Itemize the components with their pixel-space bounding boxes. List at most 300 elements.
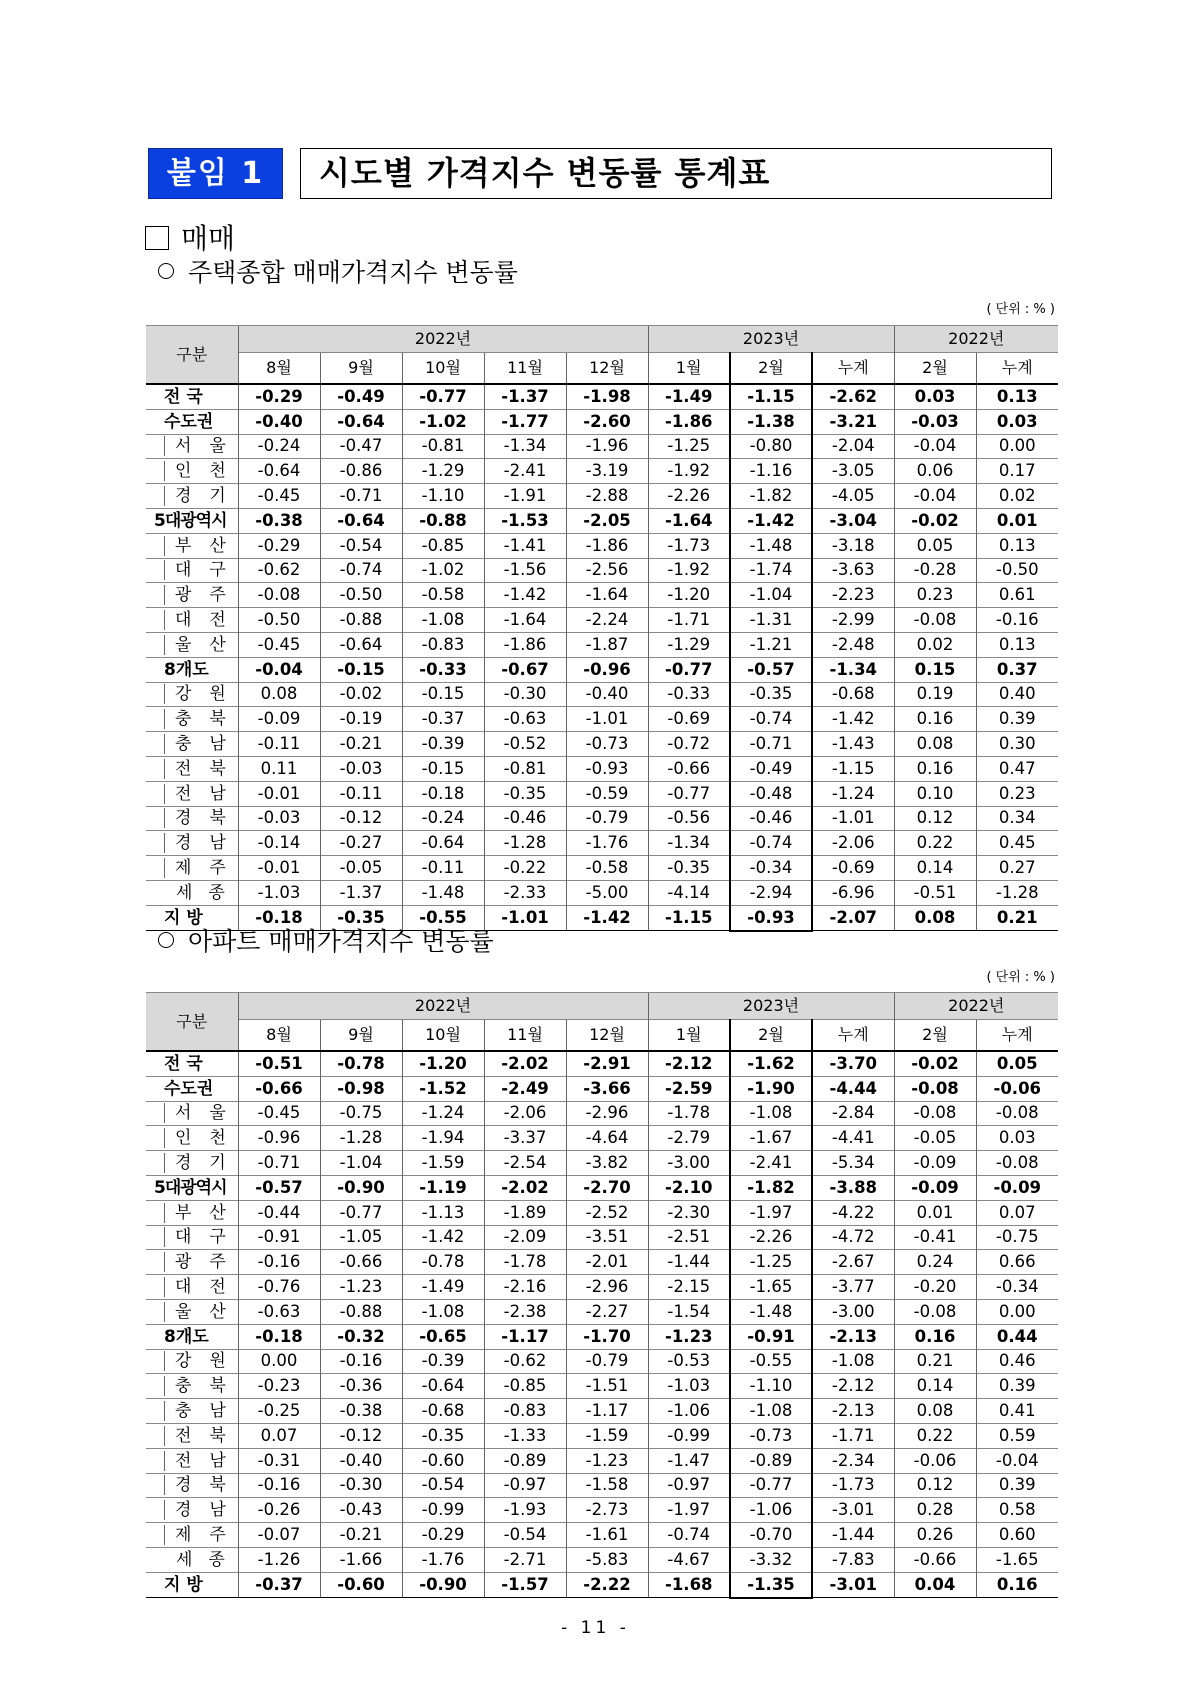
value-cell: -0.41 <box>894 1225 976 1250</box>
value-cell: 0.14 <box>894 856 976 881</box>
value-cell: -0.64 <box>402 1374 484 1399</box>
row-label <box>146 608 244 633</box>
value-cell: -1.66 <box>320 1547 402 1572</box>
header-month-cell: 11월 <box>484 353 566 385</box>
value-cell: -0.66 <box>648 756 730 781</box>
value-cell: 0.01 <box>976 508 1058 533</box>
value-cell: -1.08 <box>402 1299 484 1324</box>
table-row <box>146 1051 1058 1076</box>
value-cell: -0.35 <box>402 1423 484 1448</box>
value-cell: -1.65 <box>730 1275 812 1300</box>
value-cell: -0.62 <box>484 1349 566 1374</box>
value-cell: -0.50 <box>238 608 320 633</box>
value-cell: -0.21 <box>320 732 402 757</box>
value-cell: -2.84 <box>812 1101 894 1126</box>
row-label-text: 울산 <box>164 635 231 655</box>
value-cell: -1.04 <box>320 1151 402 1176</box>
value-cell: -1.03 <box>238 880 320 905</box>
value-cell: -3.32 <box>730 1547 812 1572</box>
value-cell: -0.04 <box>894 434 976 459</box>
value-cell: -2.41 <box>730 1151 812 1176</box>
value-cell: -0.06 <box>976 1076 1058 1101</box>
value-cell: -0.93 <box>566 756 648 781</box>
value-cell: -0.26 <box>238 1498 320 1523</box>
row-label-text: 전북 <box>164 1426 231 1446</box>
header-month-cell: 10월 <box>402 1020 484 1052</box>
value-cell: 0.08 <box>894 732 976 757</box>
table-row <box>146 1423 1058 1448</box>
value-cell: 0.12 <box>894 1473 976 1498</box>
table-row <box>146 657 1058 682</box>
value-cell: -0.74 <box>730 707 812 732</box>
value-cell: -1.13 <box>402 1200 484 1225</box>
value-cell: -1.42 <box>730 508 812 533</box>
value-cell: 0.30 <box>976 732 1058 757</box>
value-cell: -1.37 <box>320 880 402 905</box>
value-cell: -4.44 <box>812 1076 894 1101</box>
value-cell: -0.18 <box>238 905 320 930</box>
value-cell: -0.79 <box>566 1349 648 1374</box>
value-cell: -0.40 <box>238 409 320 434</box>
value-cell: 0.46 <box>976 1349 1058 1374</box>
value-cell: 0.40 <box>976 682 1058 707</box>
value-cell: -7.83 <box>812 1547 894 1572</box>
value-cell: 0.16 <box>894 756 976 781</box>
value-cell: -0.66 <box>238 1076 320 1101</box>
table-row <box>146 707 1058 732</box>
value-cell: -0.76 <box>238 1275 320 1300</box>
value-cell: -3.63 <box>812 558 894 583</box>
appendix-badge: 붙임 1 <box>148 148 283 199</box>
value-cell: -0.14 <box>238 831 320 856</box>
value-cell: -0.08 <box>894 1101 976 1126</box>
row-label <box>146 856 244 881</box>
value-cell: -2.22 <box>566 1572 648 1597</box>
value-cell: -1.77 <box>484 409 566 434</box>
value-cell: -0.08 <box>976 1151 1058 1176</box>
value-cell: -0.38 <box>238 508 320 533</box>
value-cell: 0.60 <box>976 1523 1058 1548</box>
value-cell: -4.41 <box>812 1126 894 1151</box>
row-label-text: 수도권 <box>164 1078 214 1099</box>
value-cell: 0.00 <box>976 434 1058 459</box>
value-cell: -1.71 <box>648 608 730 633</box>
row-label <box>146 781 244 806</box>
value-cell: -1.01 <box>566 707 648 732</box>
value-cell: -0.91 <box>238 1225 320 1250</box>
value-cell: -1.15 <box>812 756 894 781</box>
value-cell: 0.01 <box>894 1200 976 1225</box>
value-cell: -0.83 <box>402 632 484 657</box>
value-cell: -2.13 <box>812 1399 894 1424</box>
value-cell: -0.19 <box>320 707 402 732</box>
value-cell: 0.19 <box>894 682 976 707</box>
value-cell: -0.81 <box>402 434 484 459</box>
value-cell: -0.80 <box>730 434 812 459</box>
value-cell: -0.79 <box>566 806 648 831</box>
value-cell: -0.43 <box>320 1498 402 1523</box>
value-cell: -0.18 <box>238 1324 320 1349</box>
value-cell: -1.29 <box>402 459 484 484</box>
value-cell: 0.07 <box>238 1423 320 1448</box>
row-label-text: 지 방 <box>164 1574 203 1595</box>
row-label-text: 전 국 <box>164 386 203 407</box>
value-cell: -0.05 <box>894 1126 976 1151</box>
value-cell: -1.54 <box>648 1299 730 1324</box>
value-cell: -1.15 <box>648 905 730 930</box>
value-cell: -2.59 <box>648 1076 730 1101</box>
document-title-row <box>148 148 1052 199</box>
value-cell: -0.63 <box>238 1299 320 1324</box>
value-cell: -0.77 <box>730 1473 812 1498</box>
value-cell: -1.05 <box>320 1225 402 1250</box>
value-cell: -0.64 <box>320 508 402 533</box>
value-cell: -0.96 <box>238 1126 320 1151</box>
value-cell: -1.08 <box>730 1399 812 1424</box>
value-cell: -4.14 <box>648 880 730 905</box>
subsection-title: 아파트 매매가격지수 변동률 <box>188 927 494 956</box>
value-cell: -1.28 <box>484 831 566 856</box>
value-cell: 0.21 <box>976 905 1058 930</box>
value-cell: -3.18 <box>812 533 894 558</box>
header-month-cell: 누계 <box>812 353 894 385</box>
value-cell: -0.01 <box>238 781 320 806</box>
table-row <box>146 831 1058 856</box>
row-label <box>146 1151 244 1176</box>
header-month-cell: 1월 <box>648 353 730 385</box>
value-cell: -2.51 <box>648 1225 730 1250</box>
value-cell: 0.06 <box>894 459 976 484</box>
value-cell: -1.78 <box>648 1101 730 1126</box>
value-cell: -2.10 <box>648 1175 730 1200</box>
value-cell: -1.59 <box>566 1423 648 1448</box>
value-cell: -1.42 <box>484 583 566 608</box>
table-row <box>146 1225 1058 1250</box>
value-cell: -3.21 <box>812 409 894 434</box>
value-cell: -0.45 <box>238 632 320 657</box>
value-cell: -0.91 <box>730 1324 812 1349</box>
value-cell: -0.20 <box>894 1275 976 1300</box>
value-cell: -3.37 <box>484 1126 566 1151</box>
value-cell: 0.10 <box>894 781 976 806</box>
row-label <box>146 806 244 831</box>
value-cell: -1.23 <box>566 1448 648 1473</box>
header-month-cell: 8월 <box>238 353 320 385</box>
value-cell: -0.35 <box>648 856 730 881</box>
value-cell: -5.83 <box>566 1547 648 1572</box>
value-cell: -0.47 <box>320 434 402 459</box>
value-cell: -0.34 <box>976 1275 1058 1300</box>
value-cell: 0.00 <box>976 1299 1058 1324</box>
value-cell: -0.69 <box>812 856 894 881</box>
header-month-cell: 누계 <box>812 1020 894 1052</box>
value-cell: 0.66 <box>976 1250 1058 1275</box>
header-year-group: 2023년 <box>648 993 894 1020</box>
value-cell: -1.59 <box>402 1151 484 1176</box>
value-cell: -1.25 <box>730 1250 812 1275</box>
value-cell: 0.00 <box>238 1349 320 1374</box>
value-cell: 0.03 <box>976 409 1058 434</box>
value-cell: -2.04 <box>812 434 894 459</box>
value-cell: -2.96 <box>566 1275 648 1300</box>
value-cell: -1.38 <box>730 409 812 434</box>
value-cell: -1.19 <box>402 1175 484 1200</box>
header-month-cell: 9월 <box>320 353 402 385</box>
value-cell: -0.18 <box>402 781 484 806</box>
value-cell: -0.77 <box>402 384 484 409</box>
value-cell: -1.97 <box>730 1200 812 1225</box>
value-cell: 0.02 <box>976 484 1058 509</box>
value-cell: -1.51 <box>566 1374 648 1399</box>
table-row <box>146 508 1058 533</box>
header-month-cell: 1월 <box>648 1020 730 1052</box>
value-cell: -2.96 <box>566 1101 648 1126</box>
value-cell: -0.03 <box>320 756 402 781</box>
value-cell: -0.65 <box>402 1324 484 1349</box>
value-cell: -0.85 <box>402 533 484 558</box>
value-cell: -1.42 <box>812 707 894 732</box>
table-row <box>146 1126 1058 1151</box>
value-cell: -1.52 <box>402 1076 484 1101</box>
value-cell: -1.33 <box>484 1423 566 1448</box>
header-month-cell: 2월 <box>730 1020 812 1052</box>
value-cell: -2.54 <box>484 1151 566 1176</box>
table-row <box>146 1498 1058 1523</box>
row-label <box>146 1473 244 1498</box>
value-cell: -1.96 <box>566 434 648 459</box>
header-month-row <box>146 1020 1058 1052</box>
value-cell: -0.08 <box>894 1299 976 1324</box>
value-cell: -0.22 <box>484 856 566 881</box>
row-label <box>146 1250 244 1275</box>
row-label-text: 서울 <box>164 436 231 456</box>
value-cell: -2.41 <box>484 459 566 484</box>
table-row <box>146 409 1058 434</box>
value-cell: -1.48 <box>730 533 812 558</box>
value-cell: -0.55 <box>730 1349 812 1374</box>
value-cell: -0.11 <box>320 781 402 806</box>
value-cell: -0.12 <box>320 806 402 831</box>
value-cell: -1.24 <box>812 781 894 806</box>
row-label <box>146 1349 244 1374</box>
value-cell: 0.59 <box>976 1423 1058 1448</box>
table-row <box>146 434 1058 459</box>
value-cell: -2.79 <box>648 1126 730 1151</box>
value-cell: -0.25 <box>238 1399 320 1424</box>
value-cell: -0.09 <box>894 1175 976 1200</box>
value-cell: 0.17 <box>976 459 1058 484</box>
value-cell: -0.02 <box>894 1051 976 1076</box>
value-cell: 0.03 <box>894 384 976 409</box>
value-cell: -0.68 <box>812 682 894 707</box>
value-cell: -0.75 <box>320 1101 402 1126</box>
value-cell: -0.08 <box>238 583 320 608</box>
table-row <box>146 1101 1058 1126</box>
value-cell: -2.56 <box>566 558 648 583</box>
value-cell: -0.73 <box>566 732 648 757</box>
value-cell: -1.23 <box>648 1324 730 1349</box>
value-cell: -0.56 <box>648 806 730 831</box>
value-cell: -1.29 <box>648 632 730 657</box>
row-label-text: 울산 <box>164 1302 231 1322</box>
row-label <box>146 1051 238 1076</box>
value-cell: -1.04 <box>730 583 812 608</box>
value-cell: -0.46 <box>484 806 566 831</box>
row-label <box>146 1572 238 1597</box>
value-cell: -0.28 <box>894 558 976 583</box>
row-label-text: 전남 <box>164 1451 231 1471</box>
value-cell: -0.08 <box>894 608 976 633</box>
row-label <box>146 1324 238 1349</box>
table-row <box>146 632 1058 657</box>
value-cell: -0.32 <box>320 1324 402 1349</box>
page-number: - 11 - <box>561 1618 630 1638</box>
value-cell: -0.35 <box>730 682 812 707</box>
value-cell: -0.05 <box>320 856 402 881</box>
row-label-text: 대전 <box>164 610 231 630</box>
row-label-text: 대구 <box>164 1227 231 1247</box>
page-title: 시도별 가격지수 변동률 통계표 <box>300 148 1052 199</box>
value-cell: -4.67 <box>648 1547 730 1572</box>
value-cell: 0.13 <box>976 632 1058 657</box>
value-cell: -0.31 <box>238 1448 320 1473</box>
value-cell: -0.66 <box>320 1250 402 1275</box>
value-cell: 0.03 <box>976 1126 1058 1151</box>
value-cell: -1.23 <box>320 1275 402 1300</box>
table-row <box>146 583 1058 608</box>
value-cell: -3.01 <box>812 1498 894 1523</box>
value-cell: -1.20 <box>648 583 730 608</box>
value-cell: -1.21 <box>730 632 812 657</box>
value-cell: -0.16 <box>976 608 1058 633</box>
value-cell: 0.15 <box>894 657 976 682</box>
row-label-text: 경기 <box>164 486 231 506</box>
row-label <box>146 880 241 905</box>
value-cell: -1.17 <box>566 1399 648 1424</box>
value-cell: -0.99 <box>648 1423 730 1448</box>
row-label-text: 충남 <box>164 1401 231 1421</box>
value-cell: -1.94 <box>402 1126 484 1151</box>
subsection-heading-housing <box>158 258 518 288</box>
value-cell: 0.23 <box>976 781 1058 806</box>
value-cell: -1.17 <box>484 1324 566 1349</box>
header-year-group: 2022년 <box>238 326 648 353</box>
table-row <box>146 1547 1058 1572</box>
value-cell: -2.16 <box>484 1275 566 1300</box>
value-cell: -1.62 <box>730 1051 812 1076</box>
value-cell: -1.03 <box>648 1374 730 1399</box>
header-month-cell: 8월 <box>238 1020 320 1052</box>
value-cell: -1.25 <box>648 434 730 459</box>
value-cell: -1.44 <box>648 1250 730 1275</box>
value-cell: -0.46 <box>730 806 812 831</box>
value-cell: 0.16 <box>894 707 976 732</box>
value-cell: -1.31 <box>730 608 812 633</box>
value-cell: -2.06 <box>484 1101 566 1126</box>
table-row <box>146 1324 1058 1349</box>
value-cell: -0.51 <box>894 880 976 905</box>
value-cell: -0.85 <box>484 1374 566 1399</box>
value-cell: -2.62 <box>812 384 894 409</box>
value-cell: -1.49 <box>402 1275 484 1300</box>
value-cell: 0.26 <box>894 1523 976 1548</box>
value-cell: 0.22 <box>894 831 976 856</box>
value-cell: -2.67 <box>812 1250 894 1275</box>
value-cell: -2.06 <box>812 831 894 856</box>
value-cell: -1.76 <box>566 831 648 856</box>
value-cell: -0.11 <box>238 732 320 757</box>
value-cell: -4.64 <box>566 1126 648 1151</box>
value-cell: -1.48 <box>402 880 484 905</box>
value-cell: -1.82 <box>730 1175 812 1200</box>
value-cell: -3.66 <box>566 1076 648 1101</box>
row-label-text: 8개도 <box>164 659 209 680</box>
value-cell: -1.70 <box>566 1324 648 1349</box>
value-cell: -0.30 <box>320 1473 402 1498</box>
value-cell: -3.00 <box>812 1299 894 1324</box>
row-label-text: 세종 <box>176 1549 241 1570</box>
value-cell: -2.27 <box>566 1299 648 1324</box>
value-cell: 0.21 <box>894 1349 976 1374</box>
value-cell: 0.47 <box>976 756 1058 781</box>
row-label <box>146 732 244 757</box>
table-row <box>146 533 1058 558</box>
circle-bullet-icon <box>158 932 174 948</box>
row-label <box>146 558 244 583</box>
value-cell: -2.88 <box>566 484 648 509</box>
value-cell: -2.48 <box>812 632 894 657</box>
value-cell: -2.94 <box>730 880 812 905</box>
value-cell: -0.51 <box>238 1051 320 1076</box>
header-month-row <box>146 353 1058 385</box>
value-cell: -1.34 <box>648 831 730 856</box>
row-label-text: 강원 <box>164 1351 231 1371</box>
header-month-cell: 누계 <box>976 353 1058 385</box>
row-label-text: 대구 <box>164 560 231 580</box>
value-cell: 0.16 <box>976 1572 1058 1597</box>
row-label <box>146 508 238 533</box>
row-label <box>146 1448 244 1473</box>
value-cell: -0.60 <box>402 1448 484 1473</box>
value-cell: 0.14 <box>894 1374 976 1399</box>
row-label-text: 광주 <box>164 1252 231 1272</box>
value-cell: -0.35 <box>320 905 402 930</box>
value-cell: -3.19 <box>566 459 648 484</box>
value-cell: -3.77 <box>812 1275 894 1300</box>
value-cell: -0.29 <box>402 1523 484 1548</box>
circle-bullet-icon <box>158 263 174 279</box>
table-row <box>146 732 1058 757</box>
value-cell: -2.24 <box>566 608 648 633</box>
table-row <box>146 781 1058 806</box>
value-cell: -0.72 <box>648 732 730 757</box>
value-cell: -0.69 <box>648 707 730 732</box>
value-cell: 0.24 <box>894 1250 976 1275</box>
value-cell: 0.39 <box>976 1374 1058 1399</box>
value-cell: -1.02 <box>402 558 484 583</box>
table-row <box>146 1151 1058 1176</box>
value-cell: -1.35 <box>730 1572 812 1597</box>
row-label <box>146 1374 244 1399</box>
row-label-text: 부산 <box>164 536 231 556</box>
table-row <box>146 1275 1058 1300</box>
value-cell: -1.61 <box>566 1523 648 1548</box>
section-label: 매매 <box>181 222 236 255</box>
row-label <box>146 1200 244 1225</box>
row-label-text: 인천 <box>164 1128 231 1148</box>
value-cell: -0.38 <box>320 1399 402 1424</box>
value-cell: -1.43 <box>812 732 894 757</box>
